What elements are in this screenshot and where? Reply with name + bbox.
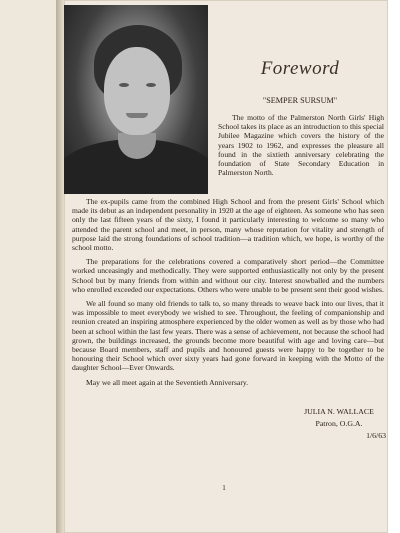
page-number: 1 (222, 484, 226, 492)
body-text (72, 197, 384, 392)
paragraph-1: The ex-pupils came from the combined High School and from the present Girls' School which made its debut as an independent personality in 1920 at the age of eighteen. As someone who has seen only the last fifteen years of the sixty, I found it particularly interesting to welcome so many who attended the parent school and meet, in person, many whose reputation for vitality and strength of purpose laid the strong foundations of school tradition—a tradition which, we hope, is worthy of the school motto. (72, 197, 384, 253)
right-edge (388, 0, 400, 533)
paragraph-3: We all found so many old friends to talk to, so many threads to weave back into our lives, that it was impossible to meet everybody we wished to see. Throughout, the feeling of companionship and reunion created an inspiring atmosphere experienced by the older women as well as by those who had been at school within the last few years. There was a sense of achievement, not because the school had grown, the buildings increased, the grounds become more beautiful with age and loving care—but because Board members, staff and pupils and honoured guests were happy to be together to be honouring their School which over sixty years had gone forward in keeping with the Motto of the daughter School—Ever Onwards. (72, 299, 384, 373)
motto-heading: "SEMPER SURSUM" (262, 96, 338, 105)
left-margin (0, 0, 56, 533)
photo-mouth (126, 113, 148, 118)
portrait-photo (64, 5, 208, 194)
signature-name: JULIA N. WALLACE (304, 407, 374, 416)
photo-eye-left (119, 83, 129, 87)
signature-block (292, 406, 386, 442)
signature-role: Patron, O.G.A. (315, 419, 363, 428)
signature-date: 1/6/63 (366, 431, 386, 440)
paragraph-4: May we all meet again at the Seventieth Anniversary. (86, 377, 249, 387)
binding-spine (56, 0, 64, 533)
intro-paragraph: The motto of the Palmerston North Girls' High School takes its place as an introduction to this special Jubilee Magazine which covers the history of the years 1902 to 1962, and expresses the pleasure all found in the sixtieth anniversary celebrating the foundation of State Secondary Education in Palmerston North. (218, 113, 384, 178)
photo-face (104, 47, 170, 135)
paragraph-2: The preparations for the celebrations covered a comparatively short period—the Committee worked unceasingly and methodically. They were supported enthusiastically not only by the present School but by many friends from within and without our city. Interest snowballed and the numbers who enrolled exceeded our expectations. Others who were unable to be present sent their good wishes. (72, 257, 384, 294)
page-title: Foreword (260, 58, 340, 79)
photo-eye-right (146, 83, 156, 87)
